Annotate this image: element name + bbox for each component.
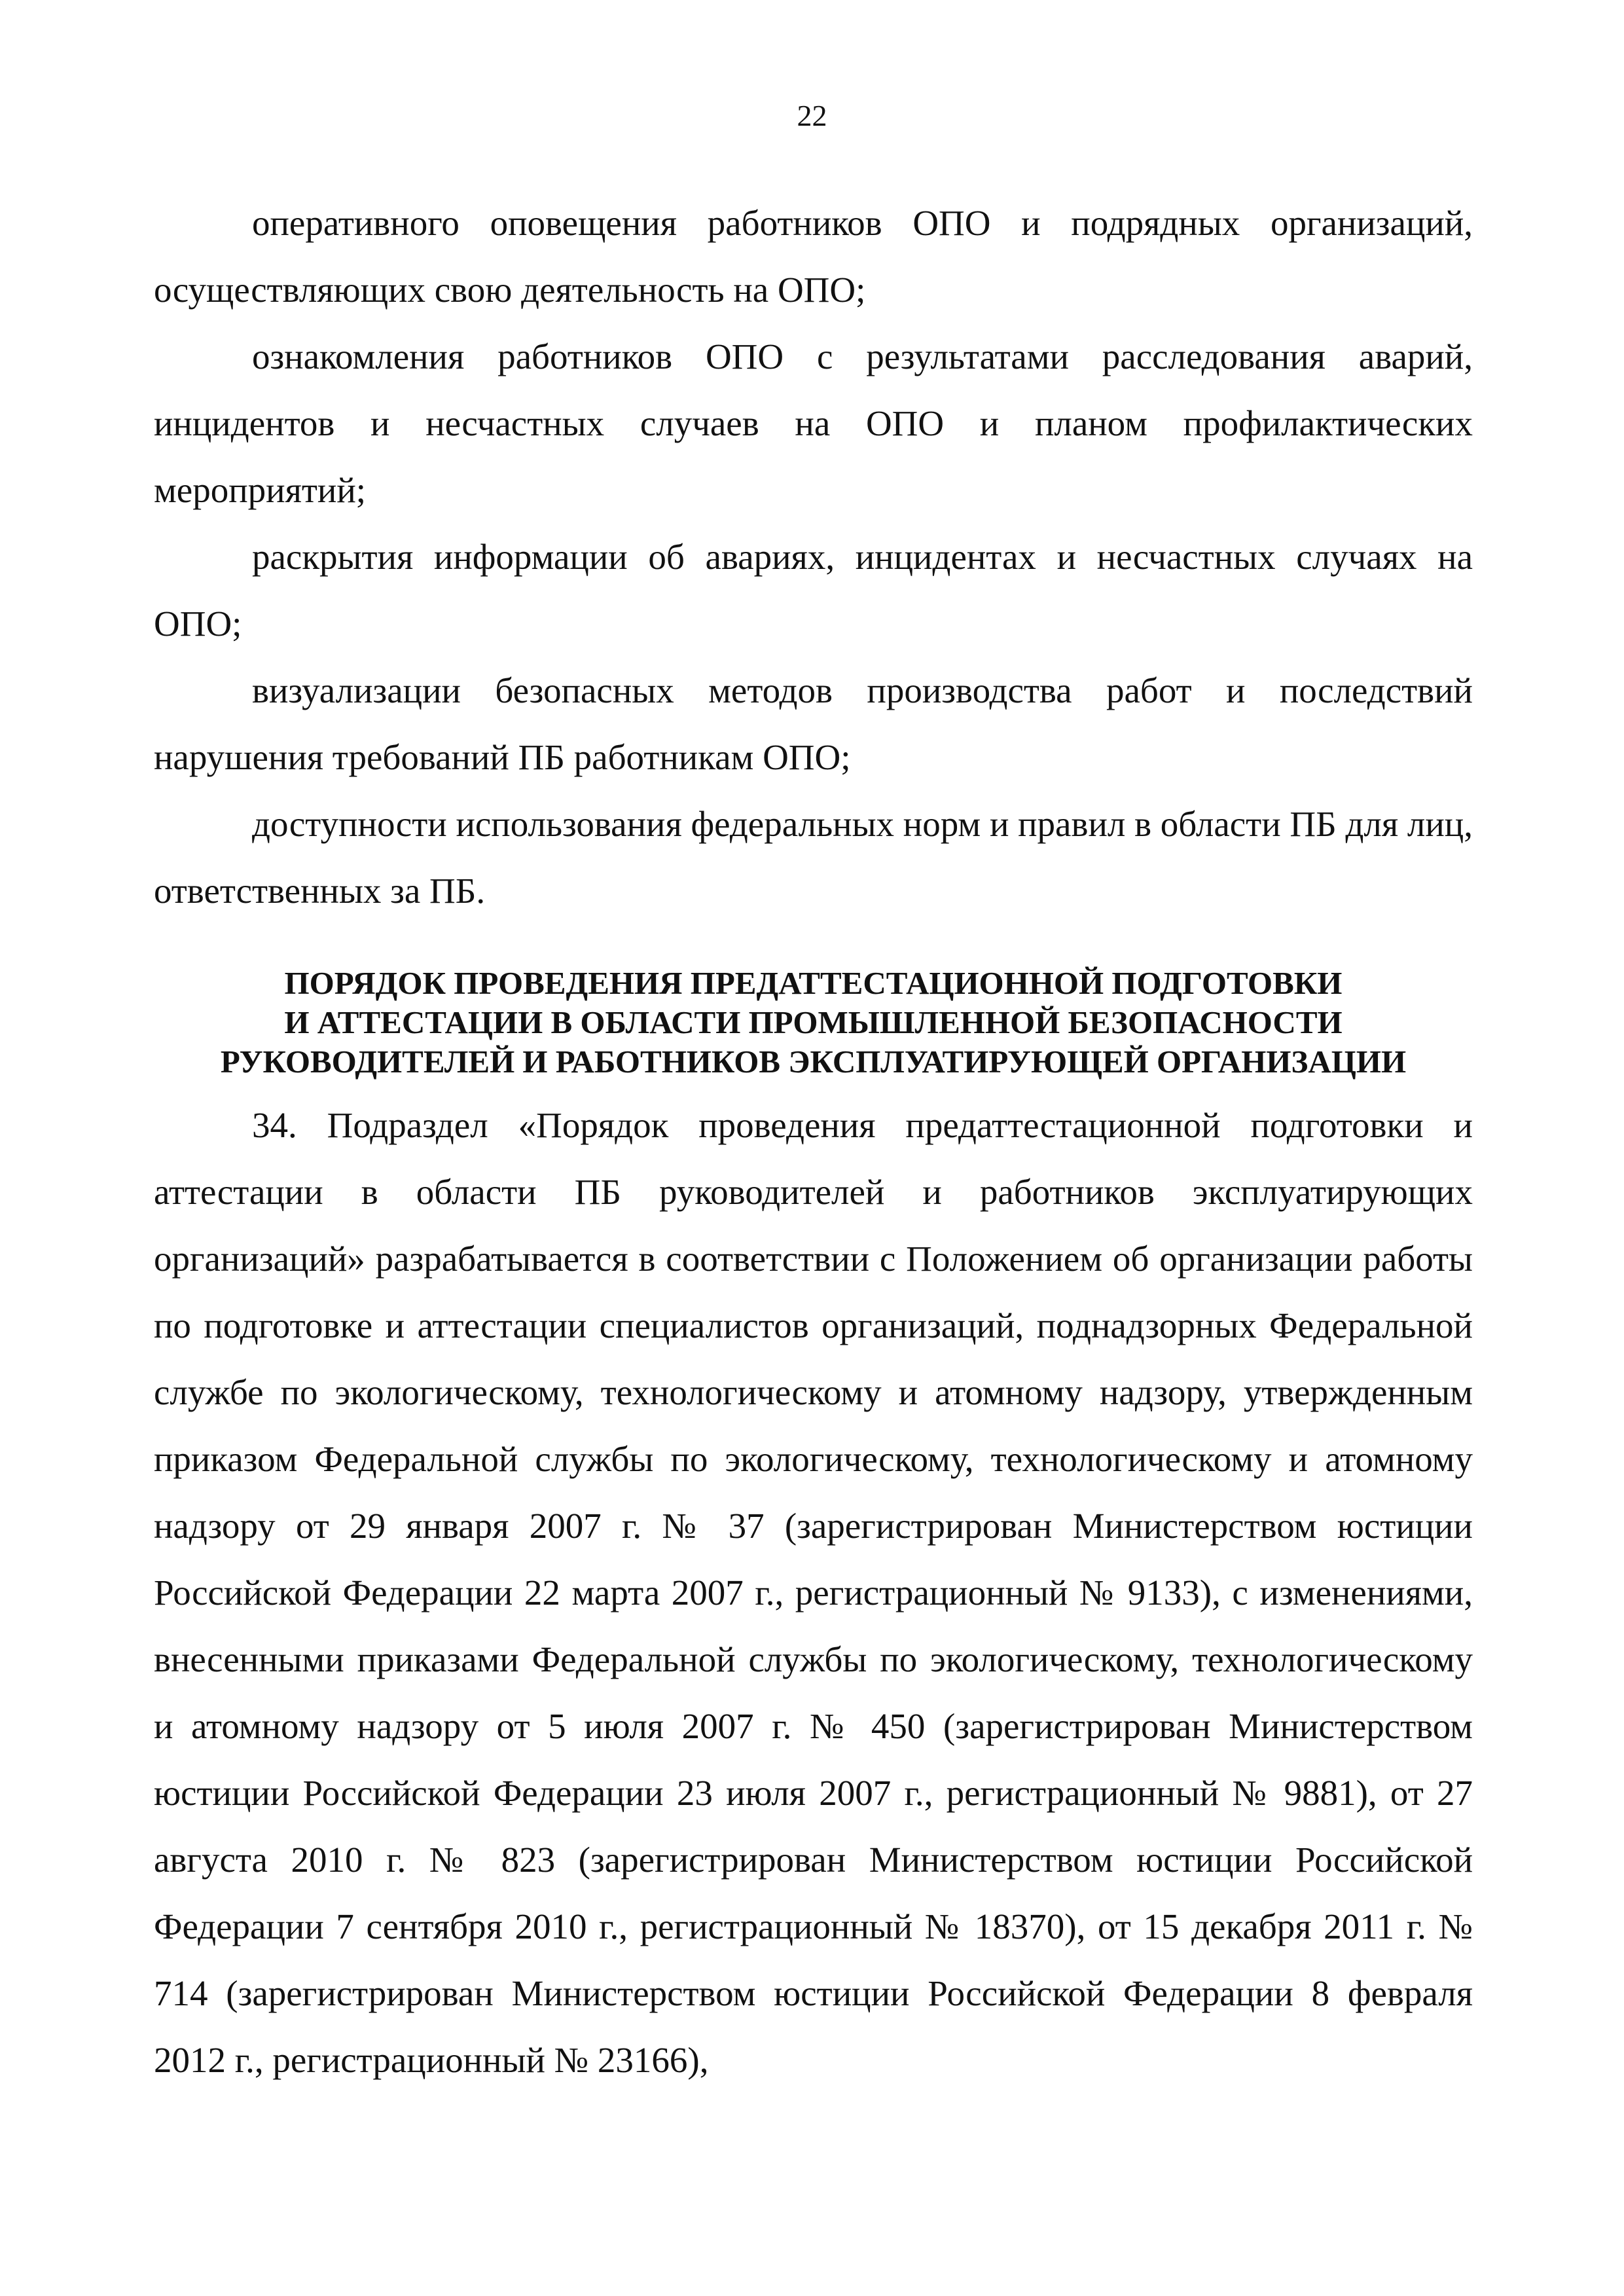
page-number: 22 xyxy=(797,99,827,132)
section-heading-line-3: РУКОВОДИТЕЛЕЙ И РАБОТНИКОВ ЭКСПЛУАТИРУЮЩЕЙ ОРГАНИЗАЦИИ xyxy=(220,1044,1407,1080)
paragraph-accessibility: доступности использования федеральных норм и правил в области ПБ для лиц, ответственных за ПБ. xyxy=(154,804,1473,911)
paragraph-visualization: визуализации безопасных методов производства работ и последствий нарушения требований ПБ работникам ОПО; xyxy=(154,670,1473,777)
paragraph-familiarization: ознакомления работников ОПО с результатами расследования аварий, инцидентов и несчастных случаев на ОПО и планом профилактических мероприятий; xyxy=(154,337,1473,510)
paragraph-disclosure: раскрытия информации об авариях, инцидентах и несчастных случаях на ОПО; xyxy=(154,537,1473,644)
paragraph-operative-notification: оперативного оповещения работников ОПО и подрядных организаций, осуществляющих свою деятельность на ОПО; xyxy=(154,203,1473,310)
section-heading xyxy=(154,964,1473,1082)
document-body xyxy=(154,190,1473,2094)
section-heading-line-2: И АТТЕСТАЦИИ В ОБЛАСТИ ПРОМЫШЛЕННОЙ БЕЗОПАСНОСТИ xyxy=(284,1004,1343,1040)
section-heading-line-1: ПОРЯДОК ПРОВЕДЕНИЯ ПРЕДАТТЕСТАЦИОННОЙ ПОДГОТОВКИ xyxy=(284,965,1343,1001)
paragraph-34: 34. Подраздел «Порядок проведения предаттестационной подготовки и аттестации в области ПБ руководителей и работников эксплуатирующих организаций» разрабатывается в соответствии с Положением об организации работы по подготовке и аттестации специалистов организаций, поднадзорных Федеральной службе по экологическому, технологическому и атомному надзору, утвержденным приказом Федеральной службы по экологическому, технологическому и атомному надзору от 29 января 2007 г. № 37 (зарегистрирован Министерством юстиции Российской Федерации 22 марта 2007 г., регистрационный № 9133), с изменениями, внесенными приказами Федеральной службы по экологическому, технологическому и атомному надзору от 5 июля 2007 г. № 450 (зарегистрирован Министерством юстиции Российской Федерации 23 июля 2007 г., регистрационный № 9881), от 27 августа 2010 г. № 823 (зарегистрирован Министерством юстиции Российской Федерации 7 сентября 2010 г., регистрационный № 18370), от 15 декабря 2011 г. № 714 (зарегистрирован Министерством юстиции Российской Федерации 8 февраля 2012 г., регистрационный № 23166), xyxy=(154,1105,1473,2080)
